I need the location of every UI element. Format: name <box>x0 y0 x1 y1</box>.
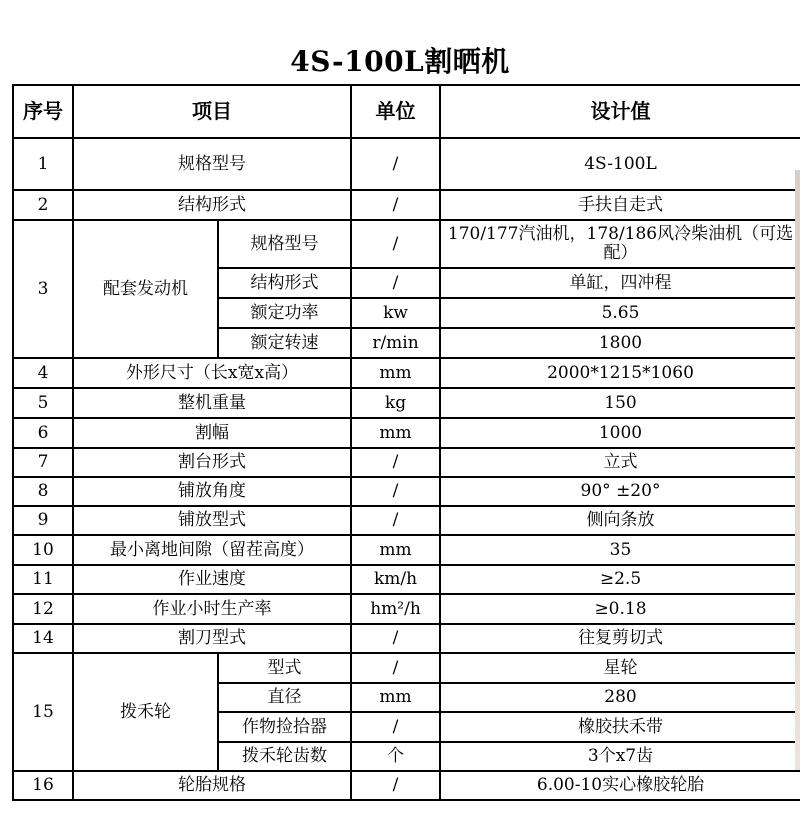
row-subitem: 额定转速 <box>218 328 351 358</box>
table-row <box>13 190 800 220</box>
row-no: 5 <box>13 388 73 418</box>
table-row <box>13 624 800 653</box>
background-edge <box>795 170 800 770</box>
row-unit: km/h <box>351 565 440 594</box>
row-unit: / <box>351 771 440 800</box>
row-subitem: 拨禾轮齿数 <box>218 742 351 771</box>
row-value: 侧向条放 <box>440 506 800 535</box>
row-value: 橡胶扶禾带 <box>440 712 800 742</box>
row-value: 170/177汽油机，178/186风冷柴油机（可选配） <box>440 220 800 268</box>
row-item: 拨禾轮 <box>73 653 218 771</box>
row-item: 配套发动机 <box>73 220 218 358</box>
row-item: 铺放型式 <box>73 506 351 535</box>
table-row <box>13 594 800 624</box>
row-subitem: 结构形式 <box>218 268 351 298</box>
table-row <box>13 771 800 800</box>
table-header-row <box>13 85 800 138</box>
row-item: 轮胎规格 <box>73 771 351 800</box>
row-item: 作业速度 <box>73 565 351 594</box>
document-title: 4S-100L割晒机 <box>290 45 510 78</box>
row-unit: / <box>351 653 440 683</box>
table-row <box>13 565 800 594</box>
table-row <box>13 535 800 565</box>
row-no: 1 <box>13 138 73 190</box>
row-no: 7 <box>13 448 73 477</box>
row-subitem: 额定功率 <box>218 298 351 328</box>
row-value: 150 <box>440 388 800 418</box>
row-no: 9 <box>13 506 73 535</box>
row-unit: / <box>351 477 440 506</box>
row-unit: 个 <box>351 742 440 771</box>
row-value: 手扶自走式 <box>440 190 800 220</box>
table-row <box>13 220 800 268</box>
row-value: 90° ±20° <box>440 477 800 506</box>
row-unit: hm²/h <box>351 594 440 624</box>
row-value: ≥0.18 <box>440 594 800 624</box>
row-no: 6 <box>13 418 73 448</box>
row-value: 4S-100L <box>440 138 800 190</box>
row-value: 往复剪切式 <box>440 624 800 653</box>
row-value: 单缸，四冲程 <box>440 268 800 298</box>
table-row <box>13 506 800 535</box>
row-value: 1800 <box>440 328 800 358</box>
row-value: 5.65 <box>440 298 800 328</box>
row-unit: / <box>351 506 440 535</box>
table-row <box>13 388 800 418</box>
row-no: 14 <box>13 624 73 653</box>
row-subitem: 直径 <box>218 683 351 712</box>
row-value: 280 <box>440 683 800 712</box>
header-item: 项目 <box>73 85 351 138</box>
row-item: 铺放角度 <box>73 477 351 506</box>
row-unit: / <box>351 448 440 477</box>
row-unit: mm <box>351 358 440 388</box>
row-unit: mm <box>351 418 440 448</box>
row-unit: mm <box>351 683 440 712</box>
row-value: 星轮 <box>440 653 800 683</box>
row-no: 2 <box>13 190 73 220</box>
table-row <box>13 418 800 448</box>
header-value: 设计值 <box>440 85 800 138</box>
row-value: 35 <box>440 535 800 565</box>
row-no: 8 <box>13 477 73 506</box>
row-unit: / <box>351 268 440 298</box>
row-subitem: 型式 <box>218 653 351 683</box>
row-unit: r/min <box>351 328 440 358</box>
row-subitem: 作物捡拾器 <box>218 712 351 742</box>
row-item: 整机重量 <box>73 388 351 418</box>
row-item: 割幅 <box>73 418 351 448</box>
row-unit: / <box>351 138 440 190</box>
row-item: 规格型号 <box>73 138 351 190</box>
row-item: 割刀型式 <box>73 624 351 653</box>
row-subitem: 规格型号 <box>218 220 351 268</box>
row-no: 15 <box>13 653 73 771</box>
row-no: 11 <box>13 565 73 594</box>
row-unit: kg <box>351 388 440 418</box>
row-value: 6.00-10实心橡胶轮胎 <box>440 771 800 800</box>
table-row <box>13 477 800 506</box>
row-value: ≥2.5 <box>440 565 800 594</box>
header-unit: 单位 <box>351 85 440 138</box>
table-row <box>13 448 800 477</box>
row-item: 外形尺寸（长x宽x高） <box>73 358 351 388</box>
row-value: 1000 <box>440 418 800 448</box>
row-item: 最小离地间隙（留茬高度） <box>73 535 351 565</box>
row-value: 2000*1215*1060 <box>440 358 800 388</box>
row-no: 10 <box>13 535 73 565</box>
row-unit: / <box>351 190 440 220</box>
row-item: 割台形式 <box>73 448 351 477</box>
row-unit: / <box>351 712 440 742</box>
row-no: 3 <box>13 220 73 358</box>
row-item: 结构形式 <box>73 190 351 220</box>
spec-table <box>12 84 800 801</box>
row-no: 4 <box>13 358 73 388</box>
row-no: 12 <box>13 594 73 624</box>
row-value: 3个x7齿 <box>440 742 800 771</box>
table-row <box>13 358 800 388</box>
row-item: 作业小时生产率 <box>73 594 351 624</box>
row-unit: kw <box>351 298 440 328</box>
row-no: 16 <box>13 771 73 800</box>
row-unit: / <box>351 624 440 653</box>
row-unit: / <box>351 220 440 268</box>
row-value: 立式 <box>440 448 800 477</box>
header-no: 序号 <box>13 85 73 138</box>
table-row <box>13 138 800 190</box>
table-row <box>13 653 800 683</box>
row-unit: mm <box>351 535 440 565</box>
